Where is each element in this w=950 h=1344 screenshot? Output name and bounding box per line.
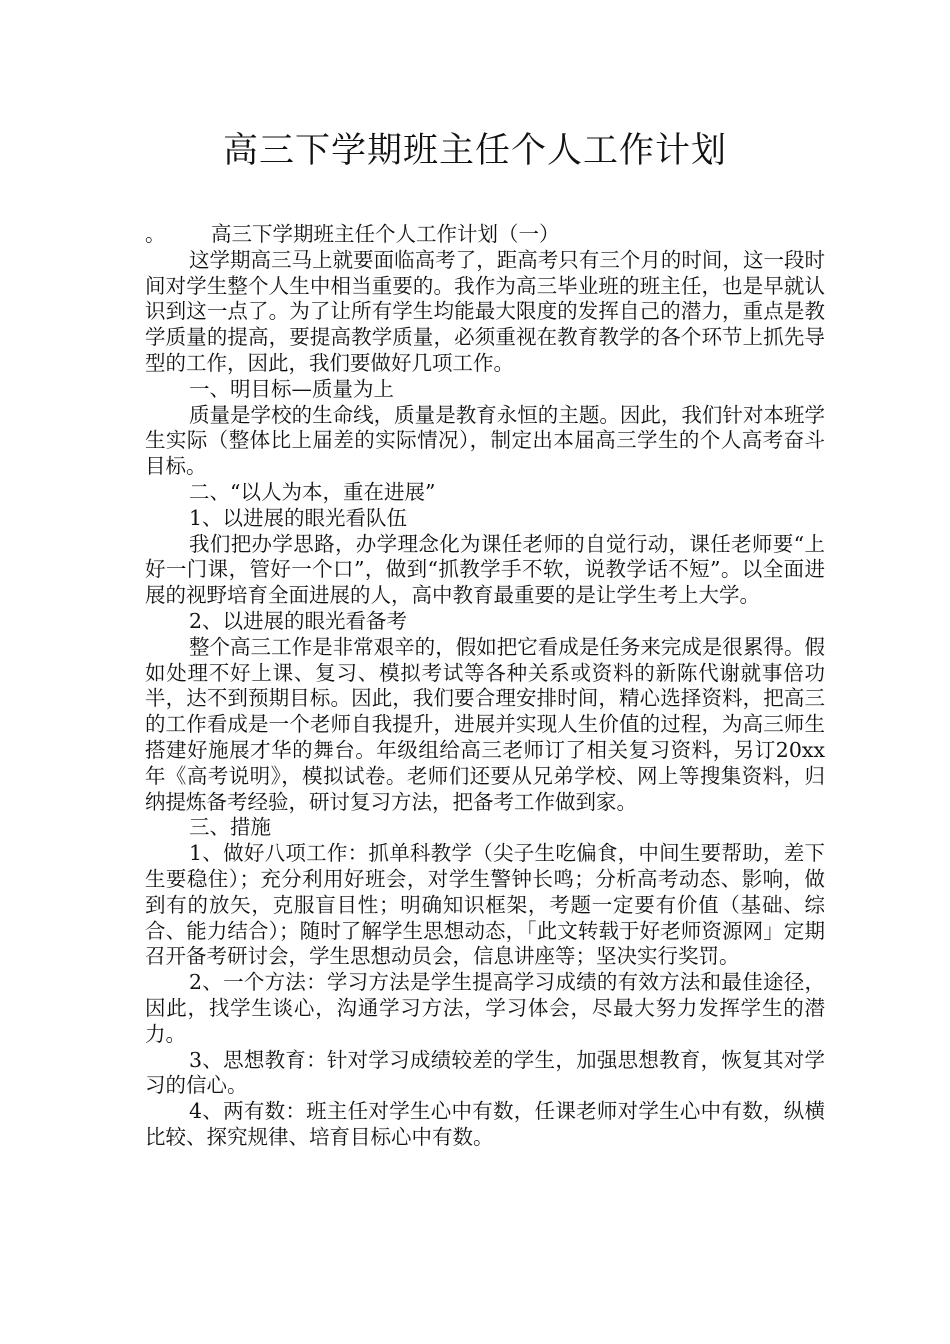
paragraph: 整个高三工作是非常艰辛的，假如把它看成是任务来完成是很累得。假如处理不好上课、复习、模拟考试等各种关系或资料的新陈代谢就事倍功半，达不到预期目标。因此，我们要合理安排时间，精心选择资料，把高三的工作看成是一个老师自我提升，进展并实现人生价值的过程，为高三师生搭建好施展才华的舞台。年级组给高三老师订了相关复习资料，另订20xx年《高考说明》，模拟试卷。老师们还要从兄弟学校、网上等搜集资料，归纳提炼备考经验，研讨复习方法，把备考工作做到家。 [145,634,825,814]
heading-measures: 三、措施 [189,815,271,840]
paragraph: 4、两有数：班主任对学生心中有数，任课老师对学生心中有数，纵横比较、探究规律、培育目标心中有数。 [145,1099,825,1149]
subheading-team: 1、以进展的眼光看队伍 [189,505,408,530]
document-body [145,222,825,1151]
paragraph: 我们把办学思路，办学理念化为课任老师的自觉行动，课任老师要“上好一门课，管好一个口”，做到“抓教学手不软，说教学话不短”。以全面进展的视野培育全面进展的人，高中教育最重要的是让学生考上大学。 [145,531,825,608]
document-title: 高三下学期班主任个人工作计划 [222,131,727,171]
section-subtitle: 高三下学期班主任个人工作计划（一） [211,222,560,246]
paragraph: 2、一个方法：学习方法是学生提高学习成绩的有效方法和最佳途径，因此，找学生谈心，沟通学习方法，学习体会，尽最大努力发挥学生的潜力。 [145,970,825,1046]
paragraph: 1、做好八项工作：抓单科教学（尖子生吃偏食，中间生要帮助，差下生要稳住）；充分利用好班会，对学生警钟长鸣；分析高考动态、影响，做到有的放矢，克服盲目性；明确知识框架，考题一定要有价值（基础、综合、能力结合）；随时了解学生思想动态，「此文转载于好老师资源网」定期召开备考研讨会，学生思想动员会，信息讲座等；坚决实行奖罚。 [145,841,825,969]
lead-mark: 。 [145,222,166,246]
section-heading-line [145,222,825,248]
paragraph: 质量是学校的生命线，质量是教育永恒的主题。因此，我们针对本班学生实际（整体比上届差的实际情况），制定出本届高三学生的个人高考奋斗目标。 [145,402,825,479]
heading-people-first: 二、“以人为本，重在进展” [189,479,436,504]
paragraph: 这学期高三马上就要面临高考了，距高考只有三个月的时间，这一段时间对学生整个人生中相当重要的。我作为高三毕业班的班主任，也是早就认识到这一点了。为了让所有学生均能最大限度的发挥自己的潜力，重点是教学质量的提高，要提高教学质量，必须重视在教育教学的各个环节上抓先导型的工作，因此，我们要做好几项工作。 [145,247,825,375]
subheading-exam-prep: 2、以进展的眼光看备考 [189,608,408,633]
heading-goals: 一、明目标—质量为上 [189,376,394,401]
paragraph: 3、思想教育：针对学习成绩较差的学生，加强思想教育，恢复其对学习的信心。 [145,1047,825,1098]
